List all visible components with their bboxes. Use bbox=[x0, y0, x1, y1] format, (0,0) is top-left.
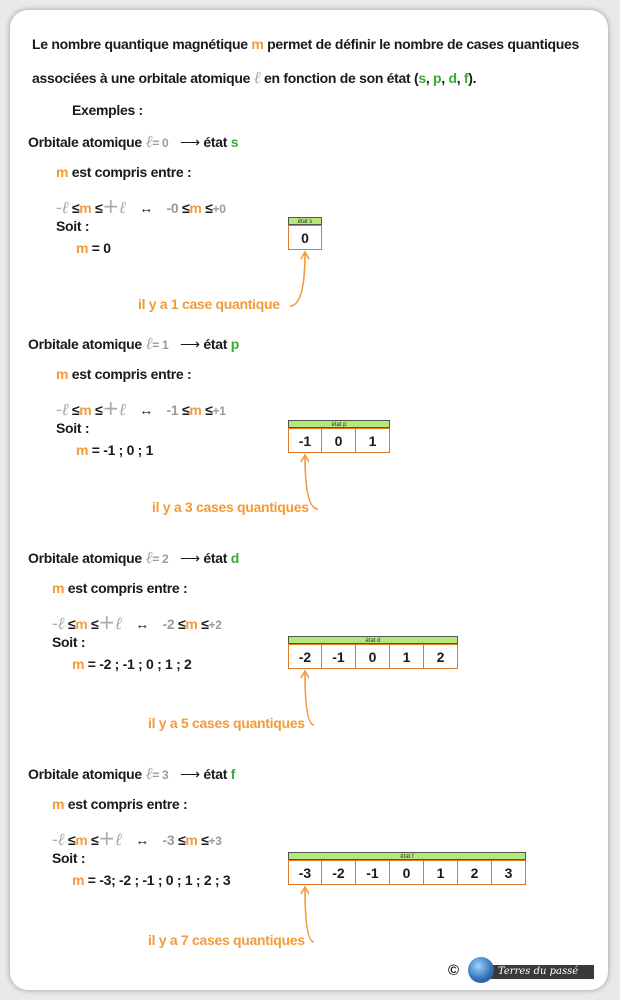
quantum-cell: -2 bbox=[322, 861, 356, 885]
m-symbol: m bbox=[72, 656, 85, 672]
m-symbol: m bbox=[76, 240, 89, 256]
leq-sign: ≤ bbox=[67, 616, 76, 632]
state-label: d bbox=[230, 550, 239, 566]
m-symbol: m bbox=[52, 796, 65, 812]
quantum-cell: 0 bbox=[390, 861, 424, 885]
logo-bar bbox=[484, 965, 594, 979]
state-label: f bbox=[230, 766, 236, 782]
range-max: +3 bbox=[208, 834, 222, 848]
plus-sign: + bbox=[102, 396, 119, 420]
m-symbol: m bbox=[52, 580, 65, 596]
leq-sign: ≤ bbox=[90, 832, 99, 848]
range-label: est compris entre : bbox=[68, 366, 192, 382]
l-value: = 3 bbox=[152, 768, 169, 782]
intro-text: permet de définir le nombre de cases quantiques bbox=[263, 36, 580, 52]
leq-sign: ≤ bbox=[201, 616, 209, 632]
etat-label: état bbox=[199, 134, 231, 150]
minus-sign: - bbox=[56, 198, 62, 218]
cell-count-note: il y a 1 case quantique bbox=[138, 296, 280, 312]
leq-sign: ≤ bbox=[201, 832, 209, 848]
leq-sign: ≤ bbox=[177, 616, 186, 632]
state-f-label: f bbox=[463, 70, 469, 86]
leq-sign: ≤ bbox=[181, 200, 190, 216]
leq-sign: ≤ bbox=[71, 200, 80, 216]
m-symbol: m bbox=[75, 832, 88, 848]
equivalence-icon: ↔ bbox=[135, 832, 149, 848]
quantum-cell: 0 bbox=[288, 226, 322, 250]
range-label: est compris entre : bbox=[64, 796, 188, 812]
orbital-label: Orbitale atomique bbox=[28, 336, 146, 352]
range-min: -3 bbox=[162, 832, 175, 848]
separator: , bbox=[456, 70, 464, 86]
cell-count-note: il y a 5 cases quantiques bbox=[148, 715, 305, 731]
state-p-label: p bbox=[433, 70, 442, 86]
quantum-cell: -2 bbox=[288, 645, 322, 669]
quantum-cell: -1 bbox=[322, 645, 356, 669]
soit-label: Soit : bbox=[52, 850, 86, 866]
m-values-text: 0 bbox=[103, 240, 111, 256]
intro-text: associées à une orbitale atomique bbox=[32, 70, 254, 86]
state-label: p bbox=[230, 336, 239, 352]
ell-symbol: ℓ bbox=[61, 400, 69, 420]
arrow-icon: ⟶ bbox=[180, 134, 200, 150]
plus-sign: + bbox=[98, 610, 115, 634]
ell-symbol: ℓ bbox=[145, 548, 153, 568]
cell-count-note: il y a 3 cases quantiques bbox=[152, 499, 309, 515]
equals-sign: = bbox=[84, 656, 100, 672]
m-values-text: -2 ; -1 ; 0 ; 1 ; 2 bbox=[99, 656, 192, 672]
leq-sign: ≤ bbox=[90, 616, 99, 632]
range-label: est compris entre : bbox=[64, 580, 188, 596]
ell-symbol: ℓ bbox=[57, 830, 65, 850]
quantum-cell: 3 bbox=[492, 861, 526, 885]
m-symbol: m bbox=[185, 832, 198, 848]
range-max: +2 bbox=[208, 618, 222, 632]
logo bbox=[448, 959, 596, 983]
globe-icon bbox=[468, 957, 494, 983]
equivalence-icon: ↔ bbox=[135, 616, 149, 632]
m-symbol: m bbox=[79, 200, 92, 216]
m-symbol: m bbox=[79, 402, 92, 418]
equals-sign: = bbox=[84, 872, 100, 888]
quantum-cell: -3 bbox=[288, 861, 322, 885]
cell-count-note: il y a 7 cases quantiques bbox=[148, 932, 305, 948]
range-max: +1 bbox=[212, 404, 226, 418]
ell-symbol: ℓ bbox=[114, 830, 122, 850]
leq-sign: ≤ bbox=[205, 200, 213, 216]
minus-sign: - bbox=[56, 400, 62, 420]
orbital-label: Orbitale atomique bbox=[28, 766, 146, 782]
separator: , bbox=[441, 70, 449, 86]
m-symbol: m bbox=[185, 616, 198, 632]
minus-sign: - bbox=[52, 830, 58, 850]
intro-text: ). bbox=[468, 70, 477, 86]
equals-sign: = bbox=[88, 240, 104, 256]
box-header: état f bbox=[288, 852, 526, 860]
quantum-cell: -1 bbox=[288, 429, 322, 453]
orbital-label: Orbitale atomique bbox=[28, 550, 146, 566]
range-min: -1 bbox=[166, 402, 179, 418]
equivalence-icon: ↔ bbox=[139, 402, 153, 418]
state-d-label: d bbox=[448, 70, 457, 86]
l-value: = 0 bbox=[152, 136, 169, 150]
intro-m-symbol: m bbox=[251, 36, 264, 52]
l-value: = 1 bbox=[152, 338, 169, 352]
range-label: est compris entre : bbox=[68, 164, 192, 180]
orbital-label: Orbitale atomique bbox=[28, 134, 146, 150]
soit-label: Soit : bbox=[52, 634, 86, 650]
minus-sign: - bbox=[52, 614, 58, 634]
m-values-text: -3; -2 ; -1 ; 0 ; 1 ; 2 ; 3 bbox=[99, 872, 231, 888]
intro-text: en fonction de son état ( bbox=[260, 70, 419, 86]
leq-sign: ≤ bbox=[67, 832, 76, 848]
equivalence-icon: ↔ bbox=[139, 200, 153, 216]
m-symbol: m bbox=[75, 616, 88, 632]
ell-symbol: ℓ bbox=[253, 68, 261, 88]
pointer-arrow bbox=[10, 10, 608, 990]
content-card bbox=[10, 10, 608, 990]
range-max: +0 bbox=[212, 202, 226, 216]
ell-symbol: ℓ bbox=[114, 614, 122, 634]
quantum-cell: 1 bbox=[424, 861, 458, 885]
separator: , bbox=[425, 70, 434, 86]
etat-label: état bbox=[199, 336, 231, 352]
quantum-cell: 2 bbox=[458, 861, 492, 885]
quantum-cell: 1 bbox=[390, 645, 424, 669]
plus-sign: + bbox=[102, 194, 119, 218]
ell-symbol: ℓ bbox=[57, 614, 65, 634]
leq-sign: ≤ bbox=[94, 200, 103, 216]
range-min: -2 bbox=[162, 616, 175, 632]
ell-symbol: ℓ bbox=[118, 198, 126, 218]
logo-text: Terres du passé bbox=[498, 966, 579, 977]
leq-sign: ≤ bbox=[205, 402, 213, 418]
leq-sign: ≤ bbox=[71, 402, 80, 418]
m-symbol: m bbox=[76, 442, 89, 458]
ell-symbol: ℓ bbox=[145, 334, 153, 354]
quantum-cell: 2 bbox=[424, 645, 458, 669]
etat-label: état bbox=[199, 550, 231, 566]
equals-sign: = bbox=[88, 442, 104, 458]
quantum-cell: -1 bbox=[356, 861, 390, 885]
box-header: état p bbox=[288, 420, 390, 428]
quantum-cell: 0 bbox=[356, 645, 390, 669]
state-label: s bbox=[230, 134, 239, 150]
m-values-text: -1 ; 0 ; 1 bbox=[103, 442, 154, 458]
leq-sign: ≤ bbox=[181, 402, 190, 418]
intro-text: Le nombre quantique magnétique bbox=[32, 36, 252, 52]
m-symbol: m bbox=[189, 402, 202, 418]
quantum-cell: 0 bbox=[322, 429, 356, 453]
box-header: état s bbox=[288, 217, 322, 225]
arrow-icon: ⟶ bbox=[180, 766, 200, 782]
ell-symbol: ℓ bbox=[118, 400, 126, 420]
box-header: état d bbox=[288, 636, 458, 644]
ell-symbol: ℓ bbox=[61, 198, 69, 218]
range-min: -0 bbox=[166, 200, 179, 216]
ell-symbol: ℓ bbox=[145, 132, 153, 152]
arrow-icon: ⟶ bbox=[180, 550, 200, 566]
m-symbol: m bbox=[56, 366, 69, 382]
quantum-cell: 1 bbox=[356, 429, 390, 453]
m-symbol: m bbox=[189, 200, 202, 216]
l-value: = 2 bbox=[152, 552, 169, 566]
ell-symbol: ℓ bbox=[145, 764, 153, 784]
leq-sign: ≤ bbox=[177, 832, 186, 848]
leq-sign: ≤ bbox=[94, 402, 103, 418]
examples-heading: Exemples : bbox=[72, 102, 143, 118]
soit-label: Soit : bbox=[56, 218, 90, 234]
m-symbol: m bbox=[72, 872, 85, 888]
etat-label: état bbox=[199, 766, 231, 782]
soit-label: Soit : bbox=[56, 420, 90, 436]
copyright-icon: © bbox=[448, 962, 460, 979]
state-s-label: s bbox=[418, 70, 426, 86]
arrow-icon: ⟶ bbox=[180, 336, 200, 352]
m-symbol: m bbox=[56, 164, 69, 180]
plus-sign: + bbox=[98, 826, 115, 850]
